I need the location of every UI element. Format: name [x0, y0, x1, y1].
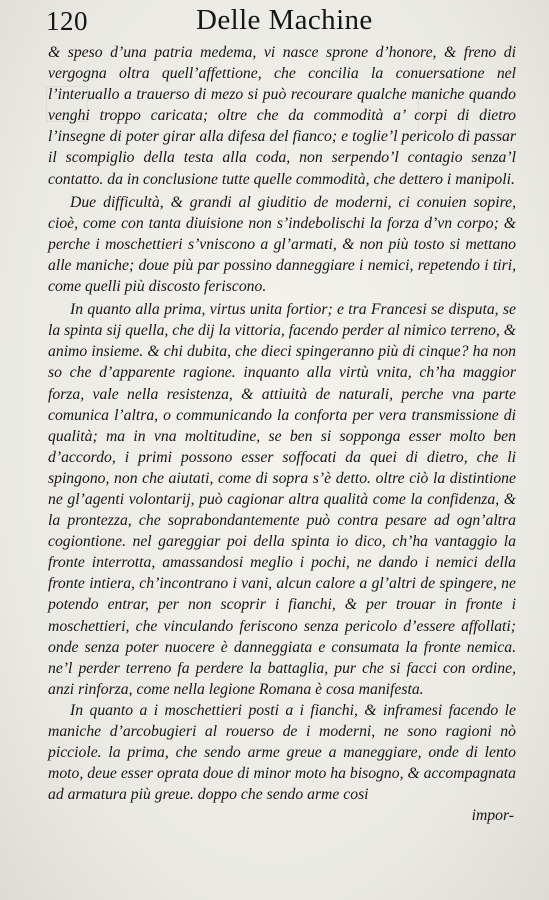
running-title: Delle Machine — [196, 4, 373, 36]
paragraph-2: Due difficultà, & grandi al giuditio de moderni, ci conuien sopire, cioè, come con tanta diuisione non s’indebolischi la forza d’vn corpo; & perche i moschettieri s’vniscono a gl’armati, & non più tosto si mettano alle maniche; doue più par possino danneggiare i nemici, repetendo i tiri, come quelli più discosto feriscono. — [48, 193, 516, 296]
page-number: 120 — [46, 6, 88, 36]
paragraph-4: In quanto a i moschettieri posti a i fianchi, & inframesi facendo le maniche d’arcobugieri al rouerso de i moderni, ne sono ragioni nò picciole. la prima, che sendo arme greue a maneggiare, onde di lento moto, deue esser oprata doue di minor moto ha bisogno, & accompagnata ad armatura più greue. doppo che sendo arme cosi — [48, 701, 516, 804]
page-header — [46, 4, 516, 40]
body-text — [48, 42, 516, 826]
catchword: impor- — [471, 807, 514, 825]
paragraph-3: In quanto alla prima, virtus unita fortior; e tra Francesi se disputa, se la spinta sij quella, che dij la vittoria, facendo perder al nimico terreno, & animo insieme. & chi dubita, che dieci spingeranno più di cinque? ha non so che d’apparente ragione. inquanto alla virtù vnita, ch’ha maggior forza, vale nella resistenza, & attiuità de naturali, perche vna parte comunica l’altra, o communicando la conforta per vera transmissione di qualità; ma in vna moltitudine, se ben si sopponga esser molto ben d’accordo, i primi possono esser soffocati da quei di dietro, che li spingono, non che aiutati, come di sopra s’è detto. oltre ciò la distintione ne gl’agenti volontarij, può cagionar altra qualità come la confidenza, & la prontezza, che soprabondantemente può contra pesare ad ogn’altra cogiontione. nel gareggiar poi della spinta io dico, ch’ha vantaggio la fronte interrotta, amassandosi meglio i pochi, ne dando i nemici della fronte intiera, ch’incontrano i vani, alcun calore a gl’altri de spingere, ne potendo entrar, per non scoprir i fianchi, & per trouar in fronte i moschettieri, che vinculando feriscono senza pericolo d’essere affollati; onde senza poter nuocere è danneggiata e consumata la fronte nemica. ne’l perder terreno fa perdere la battaglia, pur che si facci con ordine, anzi rinforza, come nella legione Romana è cosa manifesta. — [48, 301, 516, 698]
paragraph-1: & speso d’una patria medema, vi nasce sprone d’honore, & freno di vergogna oltra quell’affettione, che concilia la conuersatione nel l’interuallo a trauerso di mezo si può recourare qualche maniche quando venghi troppo caricata; oltre che da commodità a’ corpi di dietro l’insegne di poter girar alla difesa del fianco; e toglie’l pericolo di passar il scompiglio della testa alla coda, non serpendo’l contagio senza’l contatto. da in conclusione tutte quelle commodità, che dettero i manipoli. — [48, 44, 516, 188]
